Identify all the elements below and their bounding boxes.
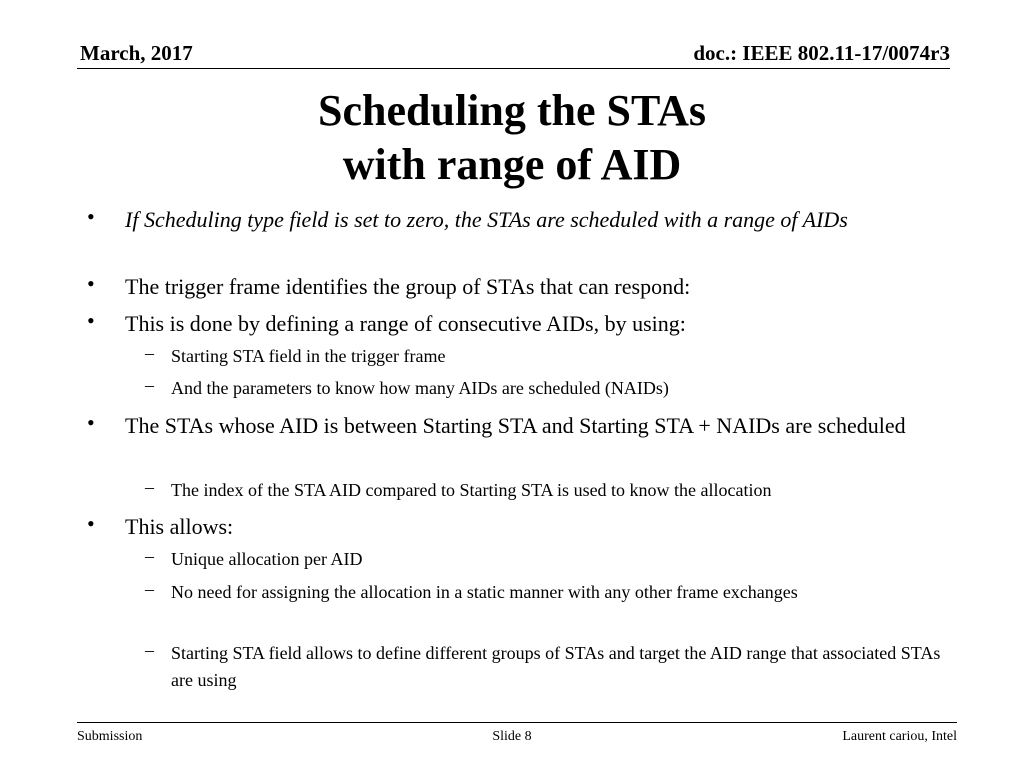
header-date: March, 2017: [80, 41, 193, 65]
footer-submission: Submission: [77, 729, 143, 744]
sub-bullet-marker: –: [145, 640, 154, 660]
header-divider: [77, 68, 950, 69]
bullet-text: This allows:: [125, 514, 234, 539]
slide-title-line-2: with range of AID: [342, 140, 682, 189]
bullet-text: If Scheduling type field is set to zero, the STAs are scheduled with a range of AIDs: [125, 207, 848, 232]
bullet-marker: •: [87, 204, 95, 229]
sub-bullet-marker: –: [145, 477, 154, 497]
slide-title: [0, 84, 1024, 192]
bullet-marker: •: [87, 271, 95, 296]
sub-bullet-marker: –: [145, 579, 154, 599]
header-doc-id: doc.: IEEE 802.11-17/0074r3: [693, 41, 950, 65]
footer-slide-number: Slide 8: [492, 729, 532, 744]
sub-bullet-marker: –: [145, 546, 154, 566]
sub-bullet-text: And the parameters to know how many AIDs are scheduled (NAIDs): [171, 378, 669, 398]
sub-bullet-text: Starting STA field in the trigger frame: [171, 346, 446, 366]
sub-bullet-text: Starting STA field allows to define different groups of STAs and target the AID range that associated STAs are using: [171, 643, 941, 690]
footer-divider: [77, 722, 957, 723]
bullet-marker: •: [87, 511, 95, 536]
bullet-marker: •: [87, 410, 95, 435]
footer-author: Laurent cariou, Intel: [842, 729, 957, 744]
sub-bullet-marker: –: [145, 343, 154, 363]
sub-bullet-text: The index of the STA AID compared to Starting STA is used to know the allocation: [171, 480, 772, 500]
sub-bullet-text: No need for assigning the allocation in a static manner with any other frame exchanges: [171, 582, 798, 602]
sub-bullet-text: Unique allocation per AID: [171, 549, 363, 569]
bullet-text: This is done by defining a range of consecutive AIDs, by using:: [125, 311, 686, 336]
bullet-text: The STAs whose AID is between Starting STA and Starting STA + NAIDs are scheduled: [125, 413, 906, 438]
bullet-text: The trigger frame identifies the group of STAs that can respond:: [125, 274, 691, 299]
bullet-marker: •: [87, 308, 95, 333]
sub-bullet-marker: –: [145, 375, 154, 395]
slide-title-line-1: Scheduling the STAs: [318, 86, 706, 135]
